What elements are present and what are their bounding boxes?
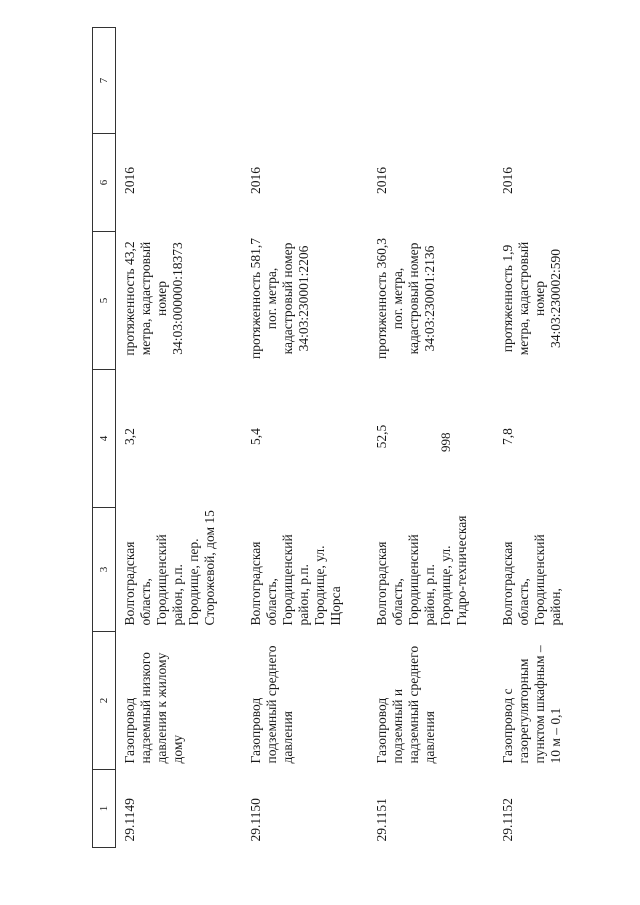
row-address: Волгоградская область, Городищенский район, р.п. Городище, ул. Гидро-техническая — [373, 515, 469, 626]
row-year: 2016 — [247, 167, 263, 194]
header-col-1: 1 — [93, 770, 116, 848]
property-table — [92, 27, 604, 848]
table-header — [93, 28, 116, 848]
rotated-content — [92, 28, 640, 848]
row-name: Газопровод с газорегуляторным пунктом шкафным – 10 м – 0,1 — [499, 645, 563, 764]
row-description: протяженность 360,3 пог. метра, кадастровый номер 34:03:230001:2136 — [373, 238, 437, 359]
table-row — [242, 28, 368, 848]
header-row — [93, 28, 116, 848]
table-row — [116, 28, 242, 848]
row-name: Газопровод подземный среднего давления — [247, 645, 295, 764]
table-row — [368, 28, 494, 848]
table-body — [116, 28, 604, 848]
header-col-7: 7 — [93, 28, 116, 134]
header-col-2: 2 — [93, 632, 116, 770]
row-length: 52,5 — [373, 424, 389, 449]
header-col-6: 6 — [93, 134, 116, 232]
row-id: 29.1152 — [499, 798, 515, 842]
row-id: 29.1149 — [122, 798, 137, 842]
row-address: Волгоградская область, Городищенский район, — [499, 534, 563, 626]
header-col-4: 4 — [93, 370, 116, 508]
row-description: протяженность 1,9 метра, кадастровый номер 34:03:230002:590 — [499, 241, 563, 356]
row-address: Волгоградская область, Городищенский район, р.п. Городище, пер. Сторожевой, дом 15 — [122, 510, 217, 626]
row-description: протяженность 581,7 пог. метра, кадастровый номер 34:03:230001:2206 — [247, 238, 311, 359]
property-table-wrapper — [92, 28, 632, 848]
page-number: 998 — [438, 432, 453, 452]
row-year: 2016 — [499, 167, 515, 194]
row-year: 2016 — [373, 167, 389, 194]
header-col-3: 3 — [93, 508, 116, 632]
table-row — [494, 28, 604, 848]
header-col-5: 5 — [93, 232, 116, 370]
row-address: Волгоградская область, Городищенский район, р.п. Городище, ул. Щорса — [247, 534, 343, 626]
row-year: 2016 — [122, 167, 137, 194]
row-note — [368, 28, 494, 134]
row-id: 29.1150 — [247, 798, 263, 842]
row-id: 29.1151 — [373, 798, 389, 842]
row-length: 7,8 — [499, 428, 515, 445]
row-length: 5,4 — [247, 428, 263, 445]
row-note — [242, 28, 368, 134]
row-note — [494, 28, 604, 134]
row-note — [116, 28, 242, 134]
row-name: Газопровод подземный и надземный среднего давления — [373, 645, 437, 764]
row-length: 3,2 — [122, 428, 137, 445]
row-description: протяженность 43,2 метра, кадастровый номер 34:03:000000:18373 — [122, 241, 185, 356]
row-name: Газопровод надземный низкого давления к жилому дому — [122, 652, 185, 764]
